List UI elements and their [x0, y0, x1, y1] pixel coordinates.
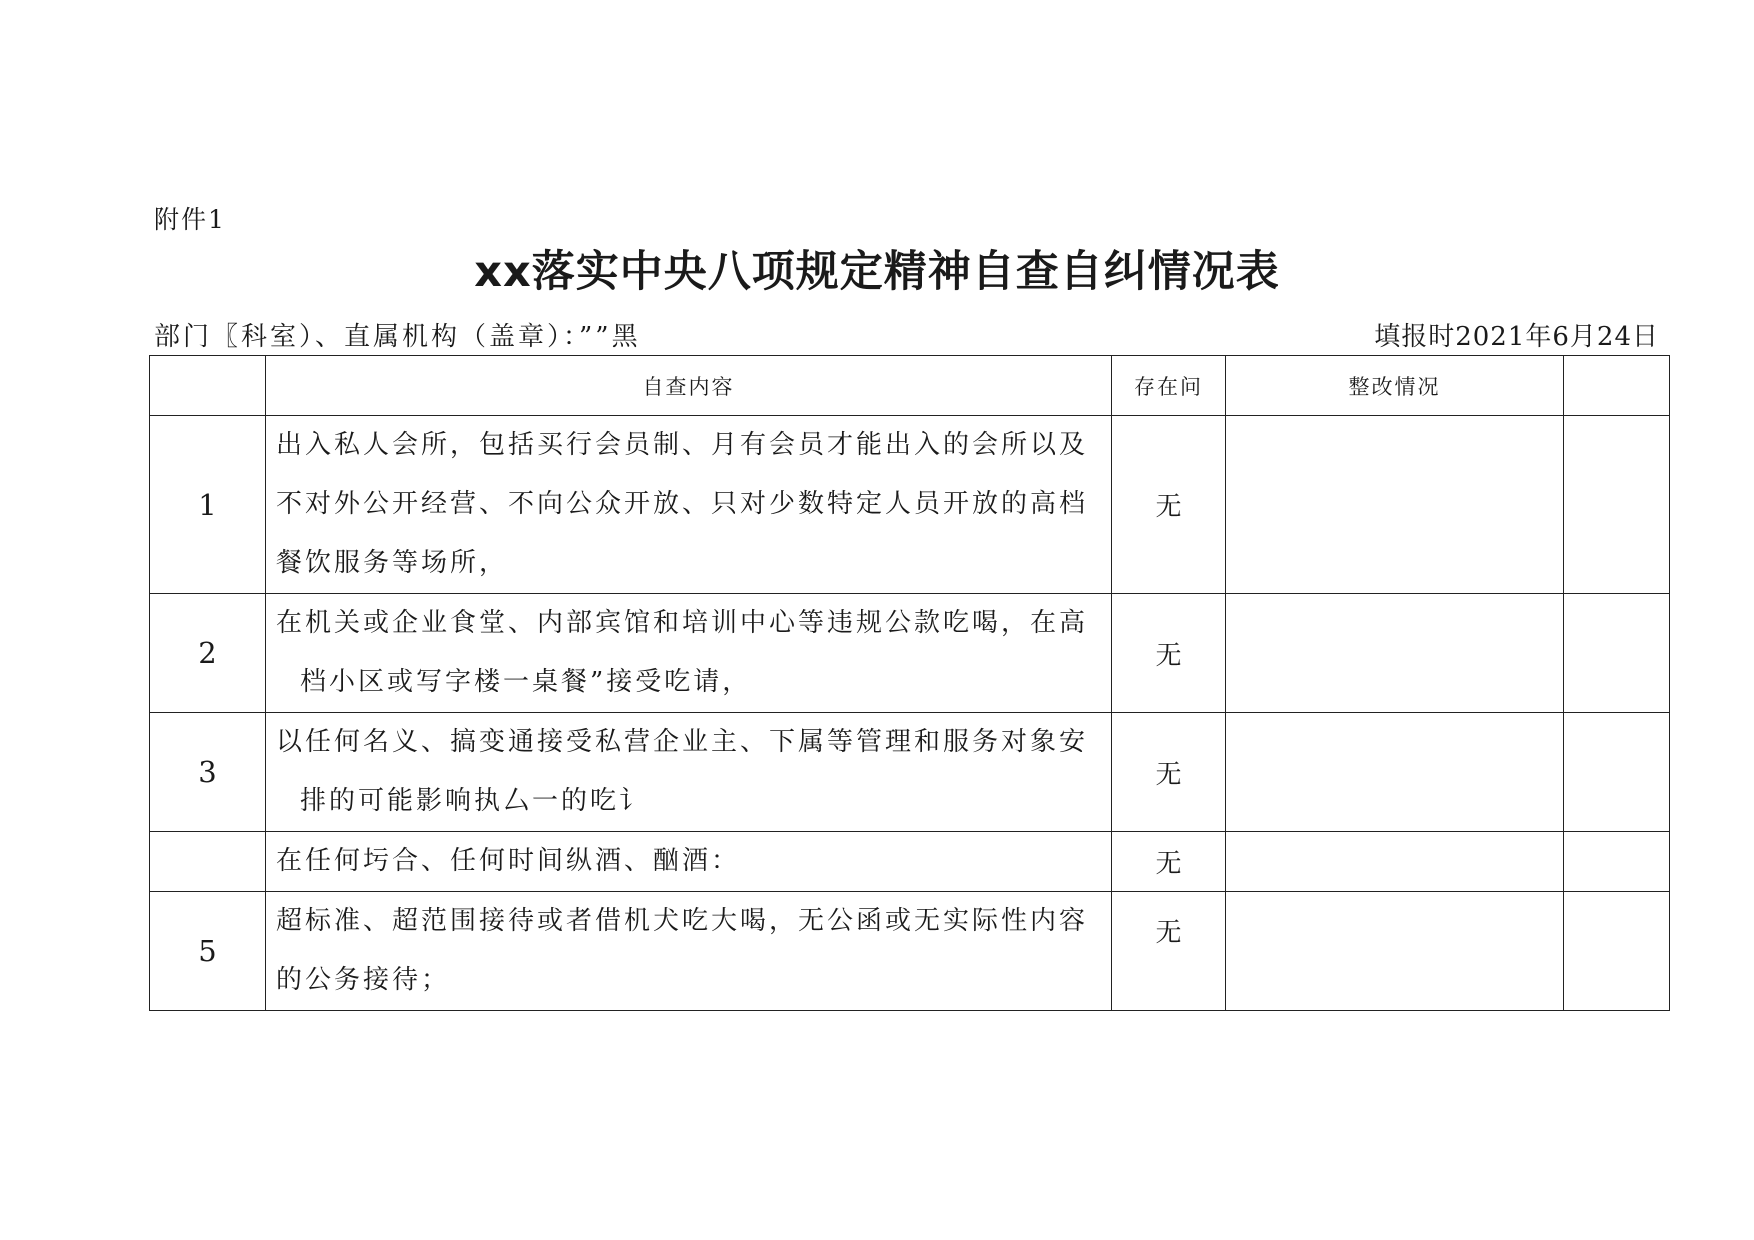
row-remarks — [1564, 892, 1670, 1011]
row-rectification — [1226, 416, 1564, 594]
row-content — [266, 892, 1112, 1011]
table-row — [150, 832, 1670, 892]
row-existing-issue: 无 — [1112, 713, 1226, 832]
row-rectification — [1226, 713, 1564, 832]
content-line: 不对外公开经营、不向公众开放、只对少数特定人员开放的高档 — [276, 489, 1089, 519]
row-remarks — [1564, 832, 1670, 892]
table-header-row — [150, 356, 1670, 416]
row-existing-issue: 无 — [1112, 892, 1226, 1011]
row-number: 2 — [150, 594, 266, 713]
header-cell-rectification: 整改情况 — [1226, 356, 1564, 416]
row-content — [266, 594, 1112, 713]
table-row — [150, 892, 1670, 1011]
content-line: 超标准、超范围接待或者借机犬吃大喝，无公函或无实际性内容 — [276, 906, 1089, 936]
table-row — [150, 713, 1670, 832]
row-number: 3 — [150, 713, 266, 832]
content-line: 出入私人会所，包括买行会员制、月有会员才能出入的会所以及 — [276, 430, 1089, 460]
row-existing-issue: 无 — [1112, 416, 1226, 594]
content-line: 排的可能影响执厶一的吃讠 — [300, 786, 649, 816]
row-remarks — [1564, 594, 1670, 713]
header-cell-number — [150, 356, 266, 416]
row-rectification — [1226, 892, 1564, 1011]
header-cell-existing-issue: 存在问 — [1112, 356, 1226, 416]
row-content — [266, 832, 1112, 892]
content-line: 在任何圬合、任何时间纵酒、酗酒： — [276, 846, 741, 876]
row-rectification — [1226, 594, 1564, 713]
row-number: 5 — [150, 892, 266, 1011]
fill-date: 填报时2021年6月24日 — [1374, 322, 1659, 352]
content-line: 的公务接待； — [276, 965, 451, 995]
row-number: 1 — [150, 416, 266, 594]
attachment-label: 附件1 — [154, 205, 226, 234]
row-content — [266, 416, 1112, 594]
row-existing-issue: 无 — [1112, 594, 1226, 713]
content-line: 在机关或企业食堂、内部宾馆和培训中心等违规公款吃喝，在高 — [276, 608, 1089, 638]
header-cell-remarks — [1564, 356, 1670, 416]
row-remarks — [1564, 416, 1670, 594]
row-content — [266, 713, 1112, 832]
header-cell-content: 自查内容 — [266, 356, 1112, 416]
content-line: 档小区或写字楼一桌餐”接受吃请， — [300, 667, 752, 697]
department-seal-line: 部门〖科室）、直属机构（盖章）：””黑 — [154, 322, 641, 352]
row-number — [150, 832, 266, 892]
table-row — [150, 594, 1670, 713]
page-title: xx落实中央八项规定精神自查自纠情况表 — [474, 247, 1280, 297]
content-line: 以任何名义、搞变通接受私营企业主、下属等管理和服务对象安 — [276, 727, 1089, 757]
table-row — [150, 416, 1670, 594]
row-existing-issue: 无 — [1112, 832, 1226, 892]
row-remarks — [1564, 713, 1670, 832]
row-rectification — [1226, 832, 1564, 892]
self-check-table — [149, 355, 1670, 1011]
content-line: 餐饮服务等场所， — [276, 548, 509, 578]
